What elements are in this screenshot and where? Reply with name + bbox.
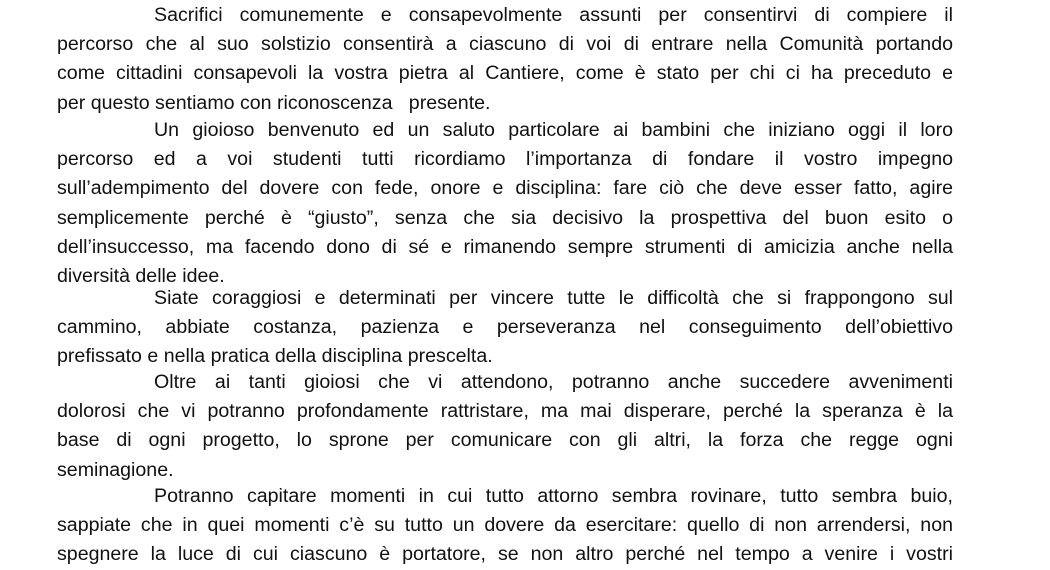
paragraph-5	[57, 482, 953, 570]
paragraph-4	[57, 368, 953, 485]
paragraph-2	[57, 116, 953, 291]
text-line: Un gioioso benvenuto ed un saluto particolare ai bambini che iniziano oggi il loro	[154, 119, 953, 141]
text-line: Potranno capitare momenti in cui tutto attorno sembra rovinare, tutto sembra buio,	[154, 485, 953, 507]
text-line: base di ogni progetto, lo sprone per comunicare con gli altri, la forza che regge ogni	[57, 429, 953, 452]
text-line: semplicemente perché è “giusto”, senza che sia decisivo la prospettiva del buon esito o	[57, 206, 953, 229]
text-line: sull’adempimento del dovere con fede, onore e disciplina: fare ciò che deve esser fatto, agire	[57, 177, 953, 200]
text-line: come cittadini consapevoli la vostra pietra al Cantiere, come è stato per chi ci ha preceduto e	[57, 62, 953, 85]
text-line: percorso che al suo solstizio consentirà a ciascuno di voi di entrare nella Comunità portando	[57, 33, 953, 56]
text-line: percorso ed a voi studenti tutti ricordiamo l’importanza di fondare il vostro impegno	[57, 148, 953, 171]
text-line: seminagione.	[57, 458, 174, 481]
text-line: dell’insuccesso, ma facendo dono di sé e rimanendo sempre strumenti di amicizia anche nella	[57, 235, 953, 258]
text-line: per questo sentiamo con riconoscenza presente.	[57, 91, 491, 114]
text-line: prefissato e nella pratica della disciplina prescelta.	[57, 345, 493, 368]
text-line: Sacrifici comunemente e consapevolmente assunti per consentirvi di compiere il	[154, 4, 953, 26]
text-line: diversità delle idee.	[57, 265, 225, 288]
text-line: cammino, abbiate costanza, pazienza e perseveranza nel conseguimento dell’obiettivo	[57, 316, 953, 339]
text-line: Oltre ai tanti gioiosi che vi attendono, potranno anche succedere avvenimenti	[154, 371, 953, 393]
text-line: dolorosi che vi potranno profondamente rattristare, ma mai disperare, perché la speranza è la	[57, 400, 953, 423]
text-line: spegnere la luce di cui ciascuno è portatore, se non altro perché nel tempo a venire i vostri	[57, 543, 953, 566]
paragraph-1	[57, 1, 953, 118]
paragraph-3	[57, 284, 953, 372]
text-line: Siate coraggiosi e determinati per vincere tutte le difficoltà che si frappongono sul	[154, 287, 953, 309]
text-line: sappiate che in quei momenti c’è su tutto un dovere da esercitare: quello di non arrendersi, non	[57, 514, 953, 537]
